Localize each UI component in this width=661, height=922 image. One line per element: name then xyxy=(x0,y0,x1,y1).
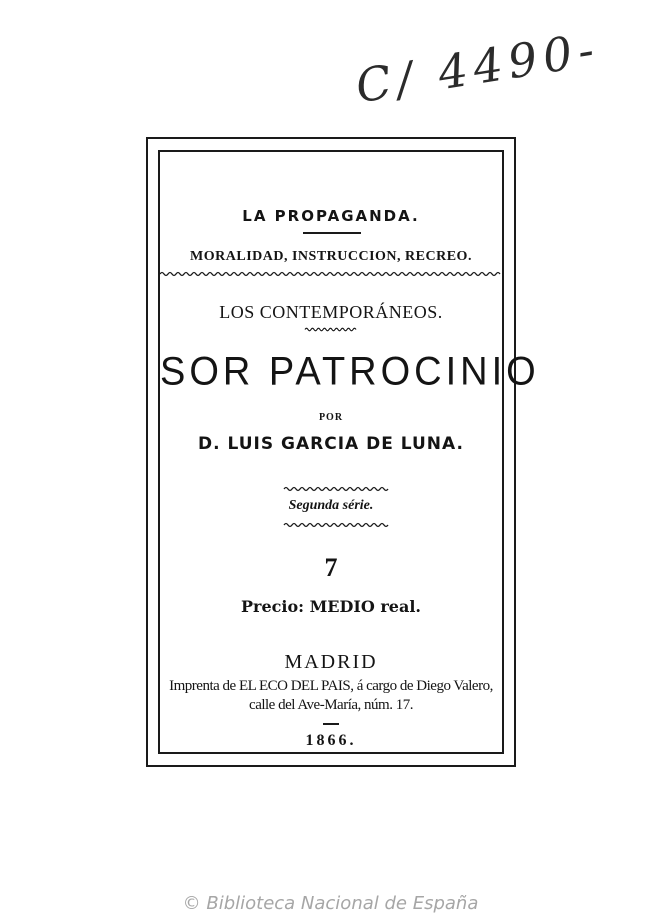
wavy-divider-full xyxy=(160,271,502,277)
handwritten-shelfmark: C/ 4490- xyxy=(352,21,604,114)
book-title: SOR PATROCINIO xyxy=(160,349,540,395)
publication-year: 1866. xyxy=(305,732,357,749)
wavy-divider-bottom-edition xyxy=(284,522,388,528)
title-page-inner-border xyxy=(158,150,540,754)
library-credit: © Biblioteca Nacional de España xyxy=(182,893,479,914)
publication-city: MADRID xyxy=(284,651,378,673)
volume-number: 7 xyxy=(324,553,338,582)
series-motto: MORALIDAD, INSTRUCCION, RECREO. xyxy=(190,249,472,264)
price-line: Precio: MEDIO real. xyxy=(240,597,421,616)
rule-under-series xyxy=(303,232,361,234)
author-preposition: POR xyxy=(318,412,344,423)
printer-line-1: Imprenta de EL ECO DEL PAIS, á cargo de Diego Valero, xyxy=(169,678,493,694)
author-name: D. LUIS GARCIA DE LUNA. xyxy=(198,434,464,454)
rule-above-year xyxy=(323,723,339,725)
title-page-outer-border xyxy=(146,137,540,767)
collection-name: LOS CONTEMPORÁNEOS. xyxy=(219,302,443,322)
edition-label: Segunda série. xyxy=(288,498,374,513)
printer-line-2: calle del Ave-María, núm. 17. xyxy=(249,697,413,713)
wavy-divider-small xyxy=(305,327,357,332)
wavy-divider-top-edition xyxy=(284,486,388,492)
series-name: LA PROPAGANDA. xyxy=(242,207,420,225)
